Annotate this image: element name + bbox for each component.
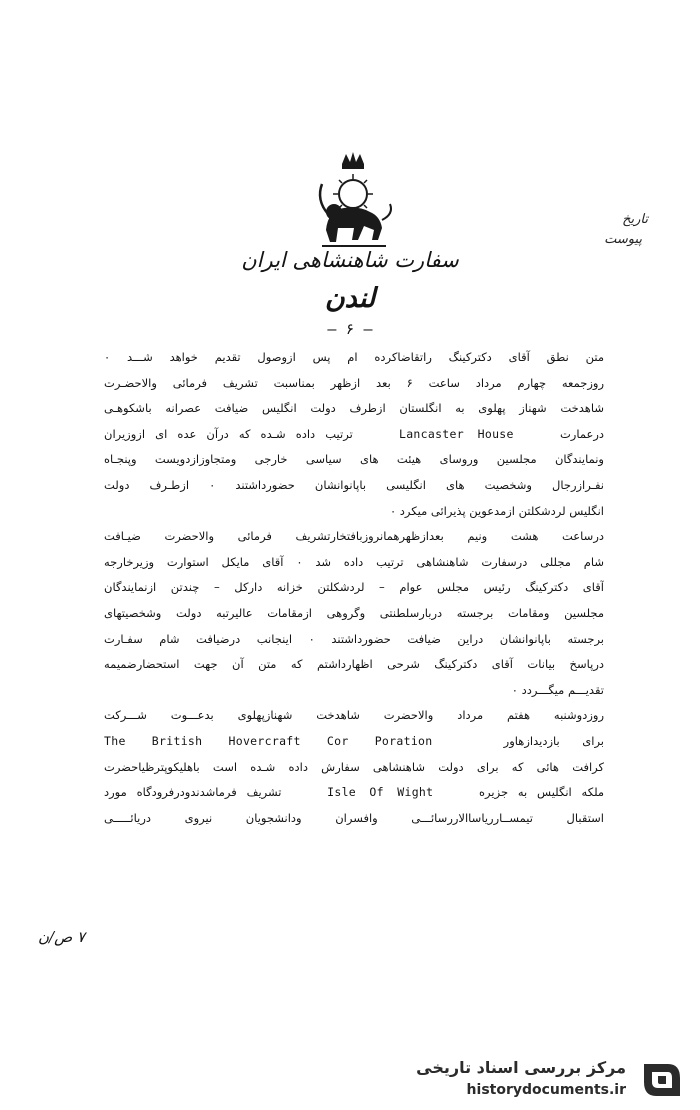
body-text-fragment: برای بازدیدازهاور: [503, 733, 604, 748]
body-line: درپاسخ بیانات آقای دکترکینگ شرحی اظهارداشتم که متن آن جهت استحضارضمیمه: [104, 657, 604, 672]
letter-body: [104, 345, 604, 831]
body-line: انگلیس لردشکلتن ازمدعوین پذیرائی میکرد ۰: [389, 503, 604, 518]
body-line: روزدوشنبه هفتم مرداد والاحضرت شاهدخت شهنازپهلوی بدعـــوت شـــرکت: [104, 708, 604, 723]
body-line: [104, 422, 604, 448]
body-line: نفـرازرجال وشخصیت های انگلیسی باپانوانشان حضورداشتند ۰ ازطـرف دولت: [104, 477, 604, 492]
latin-term-isle-of-wight: Isle Of Wight: [327, 785, 434, 800]
body-line: کرافت هائی که برای دولت شاهنشاهی سفارش داده شـده است باهلیکوپترظیاحضرت: [104, 759, 604, 774]
body-text-fragment: ملکه انگلیس به جزیره: [479, 785, 604, 800]
body-line: شاهدخت شهناز پهلوی به انگلستان ازطرف دولت انگلیس ضیافت عصرانه باشکوهـی: [104, 401, 604, 416]
page-number: – ۶ –: [327, 320, 373, 338]
body-line: شام مجللی درسفارت شاهنشاهی ترتیب داده شد ۰ آقای مایکل استوارت وزیرخارجه: [104, 554, 604, 569]
side-note-attachment: پیوست: [604, 232, 642, 247]
side-note-date: تاریخ: [622, 212, 648, 227]
body-line: [104, 729, 604, 755]
embassy-title: سفارت شاهنشاهی ایران: [241, 248, 459, 272]
body-line: تقدیـــم میگـــردد ۰: [511, 682, 604, 697]
body-line: برجسته باپانوانشان دراین ضیافت حضورداشتند ۰ اینجانب درضیافت شام سفـارت: [104, 631, 604, 646]
watermark-title: مرکز بررسی اسناد تاریخی: [416, 1058, 626, 1077]
city-title: لندن: [324, 283, 376, 314]
handwritten-note: ۷ ص/ن: [38, 928, 86, 946]
body-text-fragment: تشریف فرماشدندودرفرودگاه مورد: [104, 785, 282, 800]
body-line: استقبال تیمســارریاساالاررسائـــی وافسران ودانشجویان نیروی دریائـــــی: [104, 810, 604, 825]
body-text-fragment: درعمارت: [559, 426, 604, 441]
body-line: ونمایندگان مجلسین وروسای هیئت های سیاسی خارجی ومتجاوزازدویست وپنجـاه: [104, 452, 604, 467]
body-line: [104, 780, 604, 806]
lion-and-sun-emblem-icon: [308, 150, 398, 250]
body-line: روزجمعه چهارم مرداد ساعت ۶ بعد ازظهر بمناسبت تشریف فرمائی والاحضـرت: [104, 375, 604, 390]
body-line: آقای دکترکینگ رئیس مجلس عوام – لردشکلتن خزانه دارکل – چندتن ازنمایندگان: [104, 580, 604, 595]
body-line: درساعت هشت ونیم بعدازظهرهمانروزبافتخارتشریف فرمائی والاحضرت ضیـافت: [104, 529, 604, 544]
body-line: مجلسین ومقامات برجسته دربارسلطنتی وگروهی ازمقامات عالیرتبه دولت وشخصیتهای: [104, 605, 604, 620]
body-text-fragment: ترتیب داده شـده که درآن عده ای ازوزیران: [104, 426, 353, 441]
watermark-url: historydocuments.ir: [466, 1082, 626, 1098]
latin-term-hovercraft-corporation: The British Hovercraft Cor Poration: [104, 733, 433, 748]
latin-term-lancaster-house: Lancaster House: [398, 426, 514, 441]
body-line: متن نطق آقای دکترکینگ راتقاضاکرده ام پس ازوصول تقدیم خواهد شـــد ۰: [104, 350, 604, 364]
archive-logo-icon: [638, 1058, 686, 1102]
watermark: [386, 1058, 686, 1102]
